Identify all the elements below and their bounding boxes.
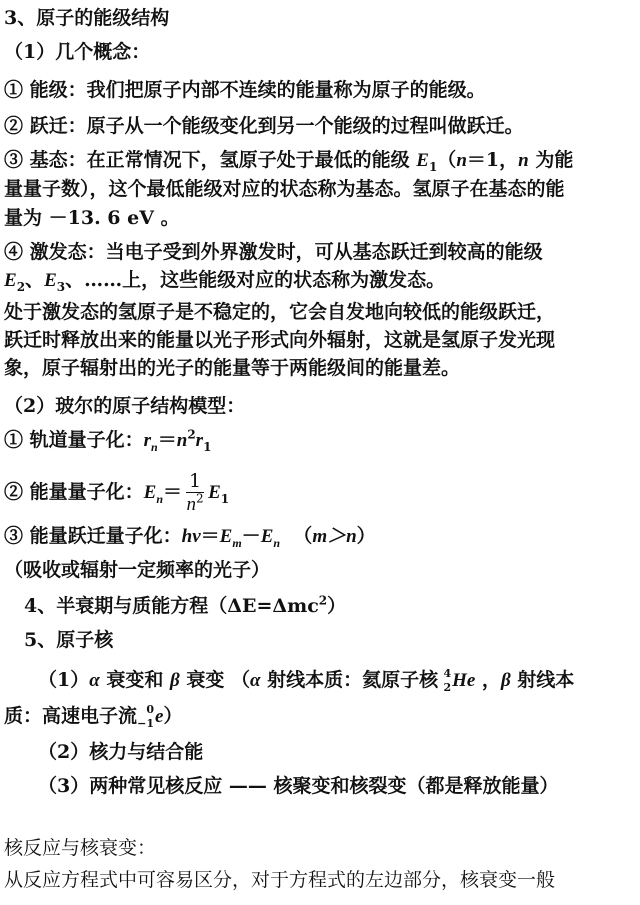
concept-ground-state-line2: 量量子数），这个最低能级对应的状态称为基态。氢原子在基态的能	[4, 178, 565, 200]
paragraph-line-2: 跃迁时释放出来的能量以光子形式向外辐射，这就是氢原子发光现	[4, 329, 556, 351]
helium-nucleus-notation: 4 2	[443, 667, 452, 694]
subsection-bohr-model: （2）玻尔的原子结构模型：	[4, 395, 246, 417]
orbit-quantization: ① 轨道量子化：$r_n=n^2r_1$	[4, 427, 212, 454]
paragraph-line-1: 处于激发态的氢原子是不稳定的，它会自发地向较低的能级跃迁，	[4, 301, 556, 323]
transition-quantization: ③ 能量跃迁量子化：$h\nu=E_m-E_n$ （m＞n）	[4, 525, 376, 550]
concept-energy-level: ① 能级：我们把原子内部不连续的能量称为原子的能级。	[4, 79, 486, 101]
electron-notation: 0 −1	[137, 703, 155, 730]
subsection-concepts: （1）几个概念：	[4, 41, 151, 63]
fraction-one-over-n-squared: $\frac{1}{n^2}$	[186, 470, 204, 515]
energy-quantization: ② 能量量子化：$E_n=$ $\frac{1}{n^2}$ $E_1$	[4, 470, 230, 515]
concept-ground-state: ③ 基态：在正常情况下，氢原子处于最低的能级 $E_1(n=1$，n 为能	[4, 149, 574, 174]
concept-excited-state: ④ 激发态：当电子受到外界激发时，可从基态跃迁到较高的能级	[4, 241, 543, 263]
nuclear-reactions: （3）两种常见核反应 —— 核聚变和核裂变（都是释放能量）	[38, 775, 559, 797]
concept-transition: ② 跃迁：原子从一个能级变化到另一个能级的过程叫做跃迁。	[4, 115, 524, 137]
reaction-vs-decay-text: 从反应方程式中可容易区分，对于方程式的左边部分，核衰变一般	[4, 869, 556, 891]
decay-types: （1）α 衰变和 β 衰变 （α 射线本质：氦原子核 4 2 He ，β 射线本	[38, 667, 575, 694]
section-5-heading: 5、原子核	[24, 629, 114, 651]
concept-ground-state-line3: 量为 －13. 6 eV 。	[4, 207, 180, 229]
section-4-heading: 4、半衰期与质能方程（ΔE=Δmc$^2$）	[24, 593, 347, 617]
nuclear-force: （2）核力与结合能	[38, 741, 204, 763]
photon-note: （吸收或辐射一定频率的光子）	[4, 559, 271, 581]
concept-excited-state-line2: $E_2$、$E_3$、……上，这些能级对应的状态称为激发态。	[4, 269, 446, 294]
paragraph-line-3: 象，原子辐射出的光子的能量等于两能级间的能量差。	[4, 357, 461, 379]
section-3-heading: 3、原子的能级结构	[4, 7, 170, 29]
decay-types-line2: 质：高速电子流 0 −1 e）	[4, 703, 183, 730]
reaction-vs-decay-heading: 核反应与核衰变：	[4, 837, 157, 859]
